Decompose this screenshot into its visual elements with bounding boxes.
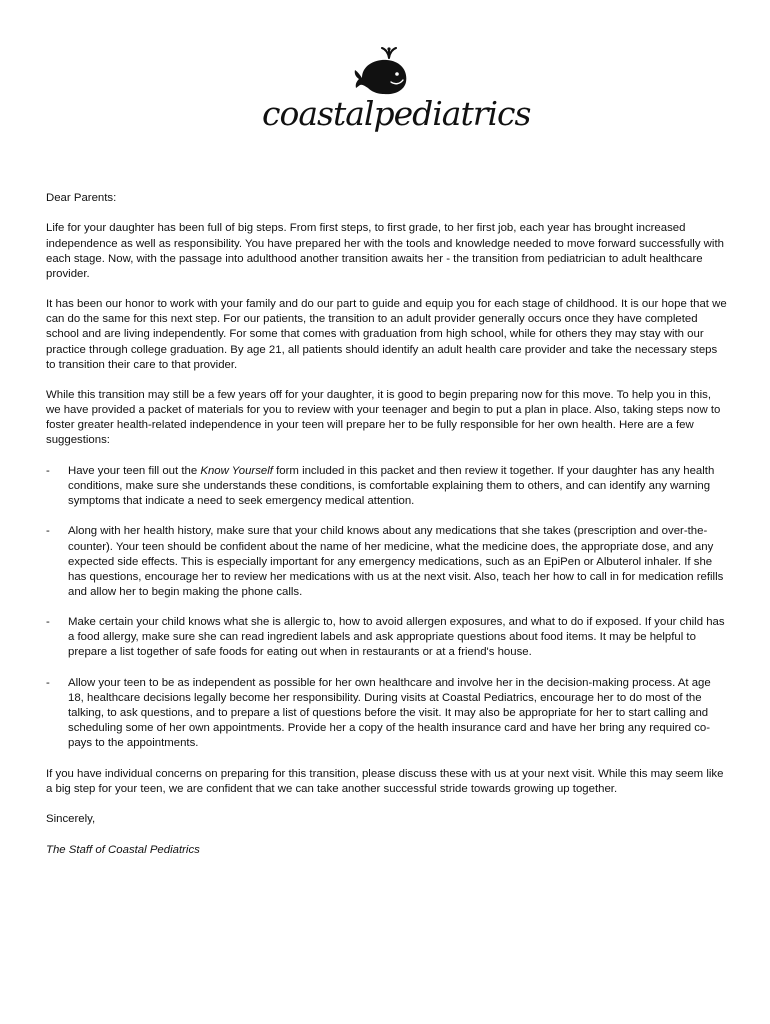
paragraph: It has been our honor to work with your family and do our part to guide and equip you for each stage of childhood. It is our hope that we can do the same for this next step. For our patients, the transition to an adult provider generally occurs once they have completed school and are living independently. For some that comes with graduation from high school, while for others they may stay with our practice through college graduation. By age 21, all patients should identify an adult health care provider and take the necessary steps to transition their care to that provider. <box>46 298 727 371</box>
logo-wordmark: coastalpediatrics <box>262 94 531 133</box>
paragraph: While this transition may still be a few years off for your daughter, it is good to begin preparing now for this move. To help you in this, we have provided a packet of materials for you to review with your teenager and begin to put a plan in place. Also, taking steps now to foster greater health-related independence in your teen will prepare her to be fully responsible for her own health. Here are a few suggestions: <box>46 389 721 447</box>
bullet-marker: - <box>46 525 50 538</box>
list-item <box>46 615 728 660</box>
closing-paragraph: If you have individual concerns on preparing for this transition, please discuss these with us at your next visit. While this may seem like a big step for your teen, we are confident that we can take another successful stride towards growing up together. <box>46 767 724 795</box>
list-item <box>46 676 728 751</box>
signoff: Sincerely, <box>46 813 96 826</box>
bullet-marker: - <box>46 464 50 477</box>
list-item <box>46 524 728 599</box>
bullet-text: Allow your teen to be as independent as possible for her own healthcare and involve her in the decision-making process. At age 18, healthcare decisions legally become her responsibility. During visits at Coastal Pediatrics, encourage her to do most of the talking, to ask questions, and to prepare a list of questions before the visit. It may also be appropriate for her to start calling and scheduling some of her own appointments. Provide her a copy of the health insurance card and have her bring any required co-pays to the appointments. <box>68 676 711 750</box>
list-item <box>46 464 728 509</box>
coastal-pediatrics-logo <box>262 44 531 154</box>
bullet-text: Have your teen fill out the Know Yourself form included in this packet and then review it together. If your daughter has any health conditions, make sure she understands these conditions, is comfortable explaining them to others, and can identify any warning symptoms that indicate a need to seek emergency medical attention. <box>68 464 715 508</box>
form-name: Know Yourself <box>200 464 273 477</box>
bullet-marker: - <box>46 616 50 629</box>
bullet-text: Along with her health history, make sure that your child knows about any medications that she takes (prescription and over-the-counter). Your teen should be confident about the name of her medicine, what the medicine does, the appropriate dose, and any expected side effects. This is especially important for any emergency medications, such as an EpiPen or Albuterol inhaler. If she has questions, encourage her to review her medications with us at the next visit. Also, teach her how to call in for medication refills and allow her to begin making the phone calls. <box>68 525 724 598</box>
suggestion-list <box>46 464 728 751</box>
paragraph: Life for your daughter has been full of big steps. From first steps, to first grade, to her first job, each year has brought increased independence as well as responsibility. You have prepared her with the tools and knowledge needed to move forward successfully with each stage. Now, with the passage into adulthood another transition awaits her - the transition from pediatrician to adult healthcare provider. <box>46 222 724 280</box>
signature: The Staff of Coastal Pediatrics <box>46 843 200 856</box>
bullet-text: Make certain your child knows what she is allergic to, how to avoid allergen exposures, and what to do if exposed. If your child has a food allergy, make sure she can read ingredient labels and ask appropriate questions about food items. It may be helpful to prepare a list together of safe foods for eating out when in restaurants or at a friend's house. <box>68 616 725 659</box>
bullet-marker: - <box>46 676 50 689</box>
salutation: Dear Parents: <box>46 192 117 204</box>
letter-body <box>46 191 728 873</box>
whale-icon <box>354 44 414 98</box>
